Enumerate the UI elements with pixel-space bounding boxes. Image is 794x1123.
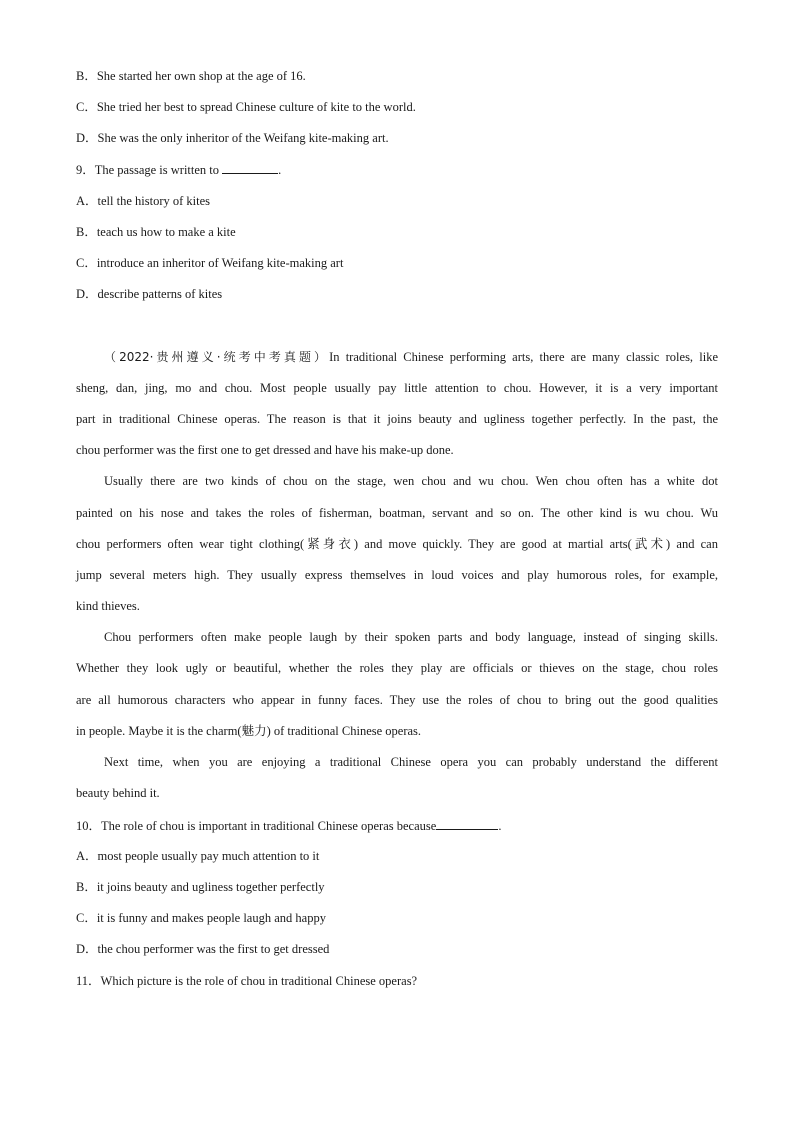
passage-p3-line-3: are all humorous characters who appear in funny faces. They use the roles of chou to bring out the good qualities	[76, 693, 718, 707]
q10-stem-text: 10．The role of chou is important in traditional Chinese operas because	[76, 819, 437, 833]
passage-p3-line-4: in people. Maybe it is the charm(魅力) of traditional Chinese operas.	[76, 724, 422, 738]
passage-p1-line-4: chou performer was the first one to get dressed and have his make-up done.	[76, 443, 454, 457]
passage-p2-line-1: Usually there are two kinds of chou on the stage, wen chou and wu chou. Wen chou often has a white dot	[104, 474, 718, 488]
q10-stem	[76, 817, 501, 834]
q9-stem-end: .	[278, 163, 282, 177]
q11-stem: 11．Which picture is the role of chou in traditional Chinese operas?	[76, 974, 418, 988]
q10-option-d: D．the chou performer was the first to get dressed	[76, 942, 330, 956]
passage-p4-line-1: Next time, when you are enjoying a traditional Chinese opera you can probably understand the different	[104, 755, 718, 769]
passage-p1-text-1: In traditional Chinese performing arts, there are many classic roles, like	[329, 350, 718, 364]
passage-p2-line-5: kind thieves.	[76, 599, 140, 613]
q8-option-c: C．She tried her best to spread Chinese culture of kite to the world.	[76, 100, 416, 114]
q10-option-c: C．it is funny and makes people laugh and happy	[76, 911, 326, 925]
q9-option-a: A．tell the history of kites	[76, 194, 211, 208]
passage-p1-line-2: sheng, dan, jing, mo and chou. Most people usually pay little attention to chou. However, it is a very important	[76, 381, 718, 395]
q8-option-b: B．She started her own shop at the age of 16.	[76, 69, 306, 83]
q10-stem-end: .	[498, 819, 502, 833]
q10-answer-blank	[436, 817, 498, 830]
passage-p2-line-2: painted on his nose and takes the roles of fisherman, boatman, servant and so on. The other kind is wu chou. Wu	[76, 506, 718, 520]
passage-p2-line-4: jump several meters high. They usually express themselves in loud voices and play humorous roles, for example,	[76, 568, 718, 582]
passage-p4-line-2: beauty behind it.	[76, 786, 160, 800]
q10-option-a: A．most people usually pay much attention to it	[76, 849, 320, 863]
passage-p2-line-3: chou performers often wear tight clothing(紧身衣) and move quickly. They are good at martial arts(武术) and can	[76, 537, 718, 551]
q8-option-d: D．She was the only inheritor of the Weifang kite-making art.	[76, 131, 389, 145]
q9-option-b: B．teach us how to make a kite	[76, 225, 236, 239]
passage-source: （2022·贵州遵义·统考中考真题）	[104, 350, 330, 364]
passage-p3-line-1: Chou performers often make people laugh by their spoken parts and body language, instead of singing skills.	[104, 630, 718, 644]
q9-option-c: C．introduce an inheritor of Weifang kite-making art	[76, 256, 344, 270]
q9-option-d: D．describe patterns of kites	[76, 287, 223, 301]
q9-stem-text: 9．The passage is written to	[76, 163, 220, 177]
q9-stem	[76, 161, 281, 178]
passage-p3-line-2: Whether they look ugly or beautiful, whether the roles they play are officials or thieves on the stage, chou roles	[76, 661, 718, 675]
q9-answer-blank	[222, 161, 278, 174]
passage-p1-line-1	[104, 349, 718, 365]
passage-p1-line-3: part in traditional Chinese operas. The reason is that it joins beauty and ugliness together perfectly. In the past, the	[76, 412, 718, 426]
q10-option-b: B．it joins beauty and ugliness together perfectly	[76, 880, 325, 894]
